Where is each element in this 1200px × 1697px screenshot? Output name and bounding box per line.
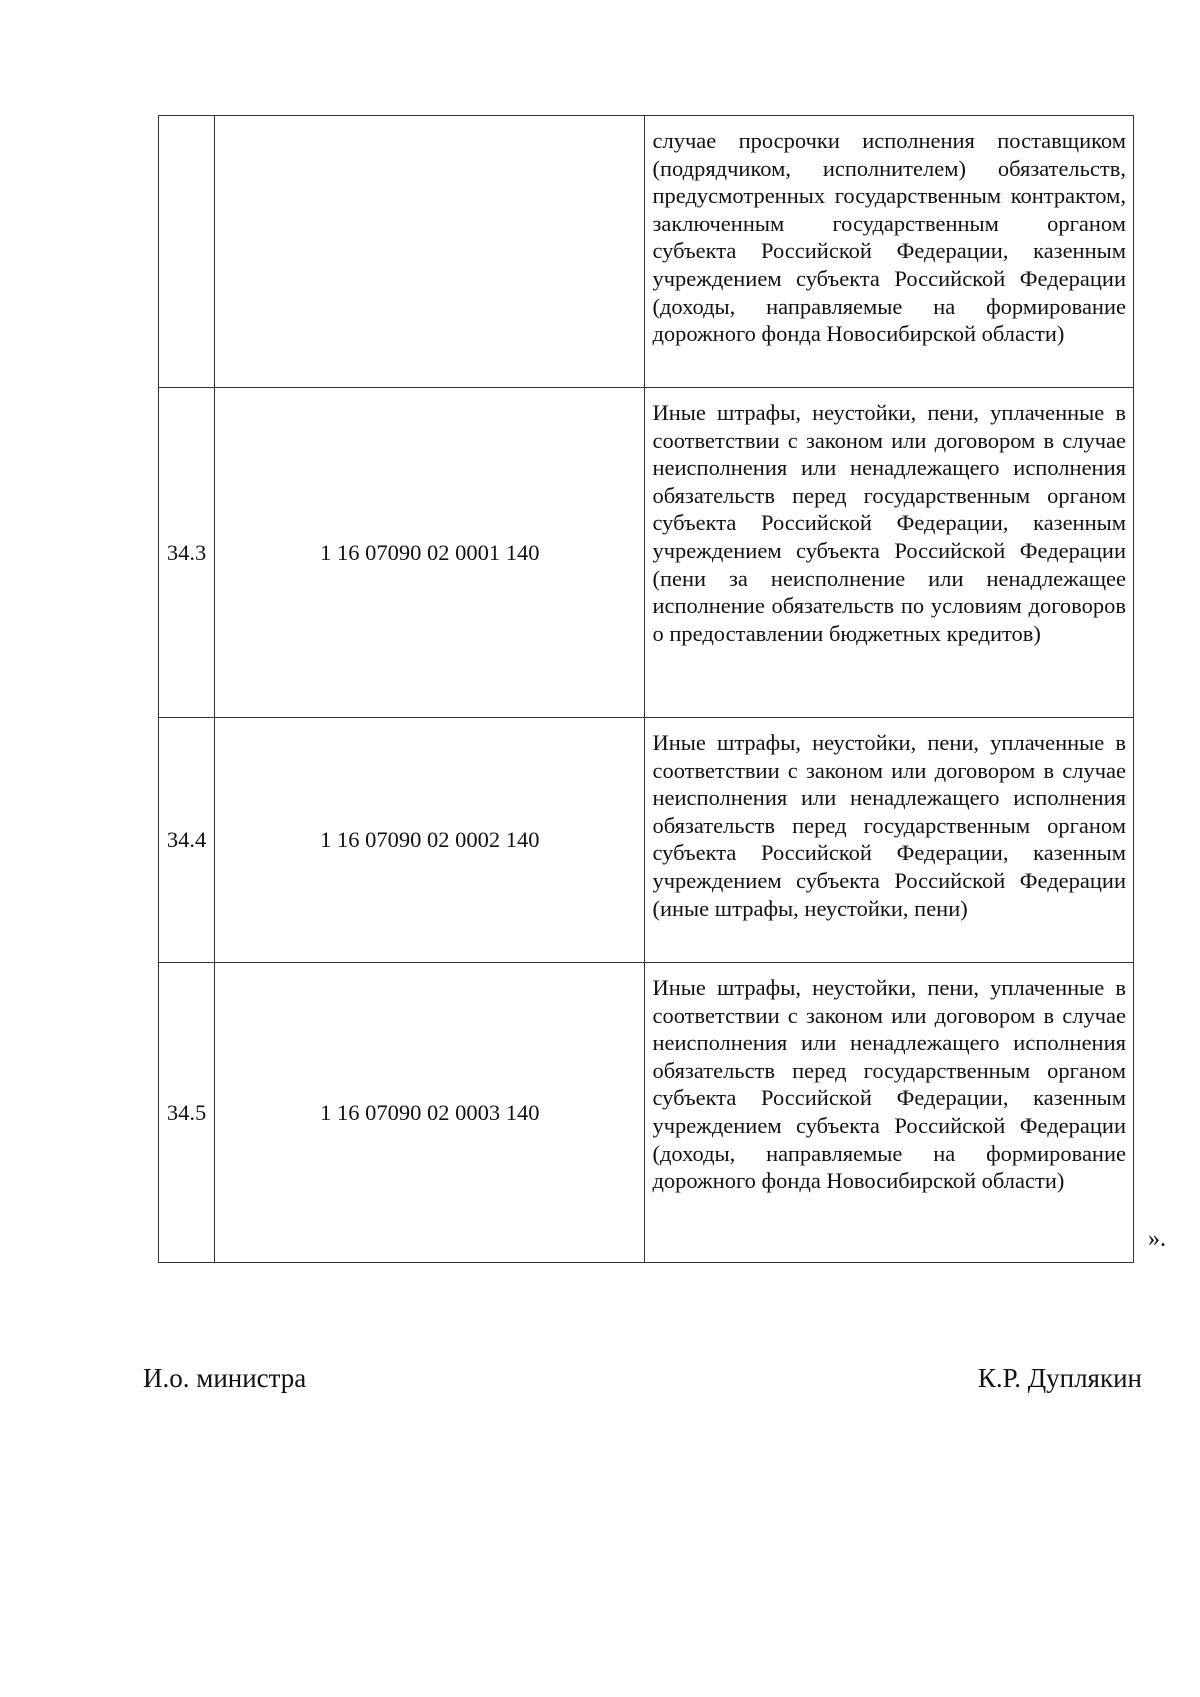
table-row <box>159 388 1134 718</box>
signatory-position: И.о. министра <box>143 1363 307 1393</box>
income-code-cell: 1 16 07090 02 0003 140 <box>215 963 645 1263</box>
income-code-cell: 1 16 07090 02 0001 140 <box>215 388 645 718</box>
income-description-cell: Иные штрафы, неустойки, пени, уплаченные в соответствии с законом или договором в случае неисполнения или ненадлежащего исполнения обязательств перед государственным органом субъекта Российской Федерации, казенным учреждением субъекта Российской Федерации (доходы, направляемые на формирование дорожного фонда Новосибирской области) <box>645 963 1134 1263</box>
row-number-cell: 34.3 <box>159 388 215 718</box>
income-description-cell: Иные штрафы, неустойки, пени, уплаченные в соответствии с законом или договором в случае неисполнения или ненадлежащего исполнения обязательств перед государственным органом субъекта Российской Федерации, казенным учреждением субъекта Российской Федерации (пени за неисполнение или ненадлежащее исполнение обязательств по условиям договоров о предоставлении бюджетных кредитов) <box>645 388 1134 718</box>
row-number-cell: 34.5 <box>159 963 215 1263</box>
income-description-cell: Иные штрафы, неустойки, пени, уплаченные в соответствии с законом или договором в случае неисполнения или ненадлежащего исполнения обязательств перед государственным органом субъекта Российской Федерации, казенным учреждением субъекта Российской Федерации (иные штрафы, неустойки, пени) <box>645 718 1134 963</box>
closing-quote-mark: ». <box>1148 1226 1166 1252</box>
table-row <box>159 963 1134 1263</box>
signatory-name: К.Р. Дуплякин <box>977 1363 1142 1393</box>
income-code-cell: 1 16 07090 02 0002 140 <box>215 718 645 963</box>
table-row <box>159 116 1134 388</box>
income-code-cell <box>215 116 645 388</box>
row-number-cell: 34.4 <box>159 718 215 963</box>
row-number-cell <box>159 116 215 388</box>
income-codes-table <box>158 115 1134 1263</box>
table-row <box>159 718 1134 963</box>
income-description-cell: случае просрочки исполнения поставщиком (подрядчиком, исполнителем) обязательств, предусмотренных государственным контрактом, заключенным государственным органом субъекта Российской Федерации, казенным учреждением субъекта Российской Федерации (доходы, направляемые на формирование дорожного фонда Новосибирской области) <box>645 116 1134 388</box>
